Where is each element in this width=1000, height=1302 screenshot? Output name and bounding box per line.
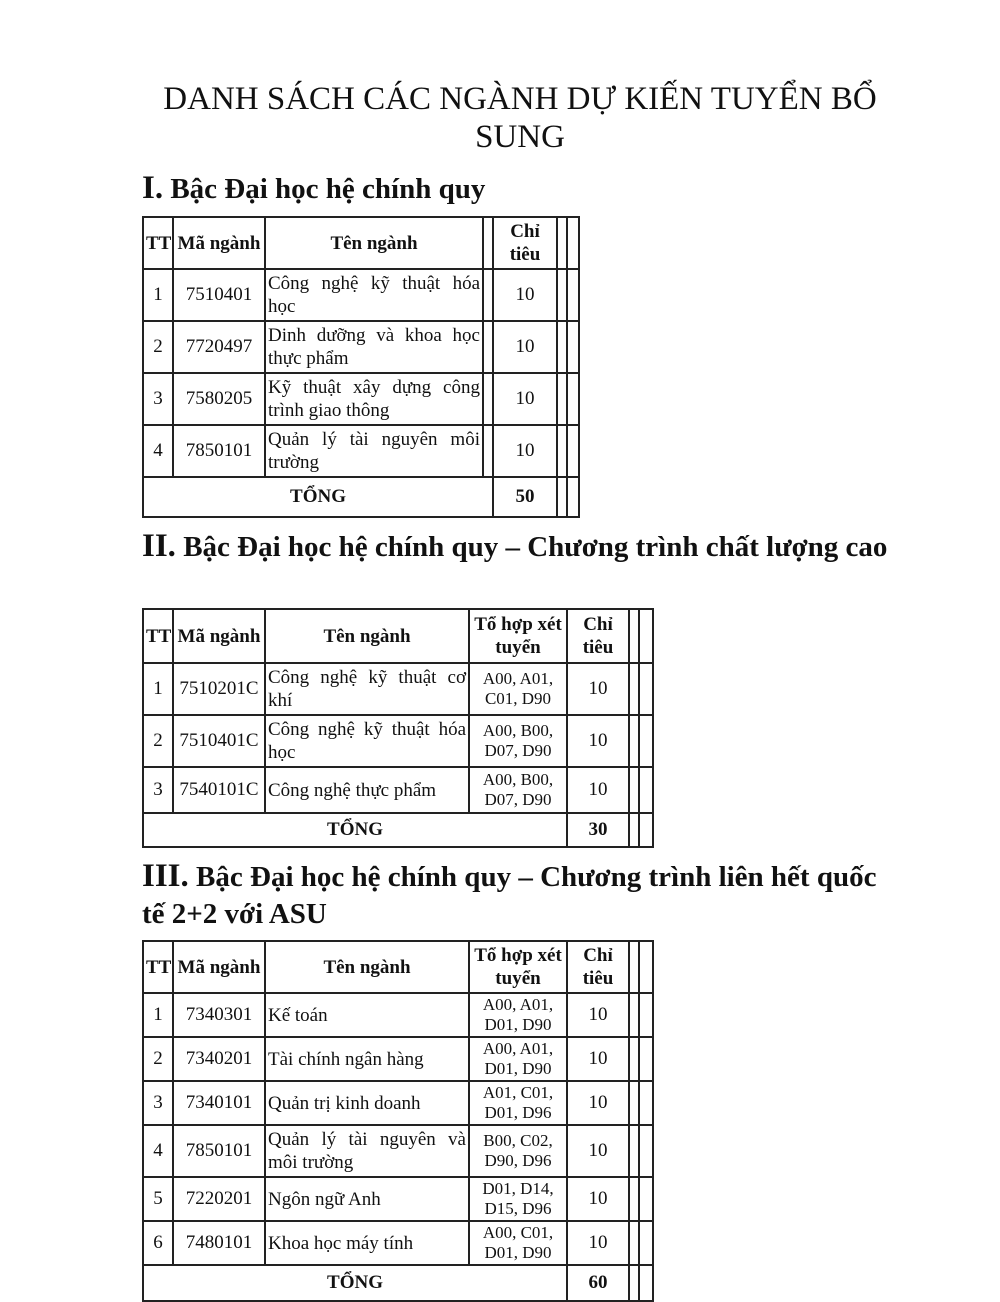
cell-combo: A00, B00, D07, D90 — [469, 767, 567, 813]
cell-tt: 4 — [143, 1125, 173, 1177]
cell-spacer — [639, 663, 653, 715]
cell-spacer — [639, 1177, 653, 1221]
table-row — [143, 993, 653, 1037]
cell-quota: 10 — [567, 663, 629, 715]
cell-code: 7850101 — [173, 1125, 265, 1177]
cell-spacer — [629, 941, 639, 993]
cell-quota: 10 — [567, 715, 629, 767]
section-2-heading — [142, 528, 902, 566]
section-3-number: III. — [142, 858, 189, 894]
table-row — [143, 1125, 653, 1177]
header-tt: TT — [143, 609, 173, 663]
header-combo: Tổ hợp xét tuyển — [469, 941, 567, 993]
header-tt: TT — [143, 217, 173, 269]
cell-name: Quản lý tài nguyên và môi trường — [265, 1125, 469, 1177]
cell-name: Dinh dưỡng và khoa học thực phẩm — [265, 321, 483, 373]
cell-combo: A00, B00, D07, D90 — [469, 715, 567, 767]
cell-spacer — [639, 941, 653, 993]
section-2-number: II. — [142, 528, 176, 564]
cell-quota: 10 — [493, 321, 557, 373]
cell-spacer — [567, 373, 579, 425]
cell-spacer — [639, 993, 653, 1037]
cell-code: 7510201C — [173, 663, 265, 715]
table-row — [143, 1177, 653, 1221]
header-code: Mã ngành — [173, 217, 265, 269]
cell-combo: B00, C02, D90, D96 — [469, 1125, 567, 1177]
section-3-heading — [142, 858, 902, 933]
cell-quota: 10 — [567, 1177, 629, 1221]
cell-code: 7510401 — [173, 269, 265, 321]
total-label: TỔNG — [143, 477, 493, 517]
cell-quota: 10 — [567, 767, 629, 813]
cell-name: Khoa học máy tính — [265, 1221, 469, 1265]
cell-spacer — [557, 321, 567, 373]
cell-spacer — [629, 1037, 639, 1081]
cell-code: 7720497 — [173, 321, 265, 373]
cell-spacer — [629, 1081, 639, 1125]
cell-spacer — [567, 477, 579, 517]
cell-spacer — [639, 715, 653, 767]
cell-spacer — [629, 1221, 639, 1265]
cell-spacer — [629, 609, 639, 663]
total-label: TỔNG — [143, 1265, 567, 1301]
cell-code: 7540101C — [173, 767, 265, 813]
cell-tt: 1 — [143, 993, 173, 1037]
table-total-row — [143, 1265, 653, 1301]
cell-code: 7510401C — [173, 715, 265, 767]
table-row — [143, 1037, 653, 1081]
table-header-row — [143, 609, 653, 663]
cell-code: 7480101 — [173, 1221, 265, 1265]
header-combo: Tổ hợp xét tuyển — [469, 609, 567, 663]
total-value: 30 — [567, 813, 629, 847]
cell-quota: 10 — [567, 1081, 629, 1125]
section-1-heading — [142, 170, 902, 208]
cell-spacer — [483, 373, 493, 425]
cell-spacer — [639, 813, 653, 847]
cell-code: 7850101 — [173, 425, 265, 477]
table-total-row — [143, 813, 653, 847]
cell-spacer — [483, 321, 493, 373]
cell-spacer — [629, 813, 639, 847]
section-3-title: Bậc Đại học hệ chính quy – Chương trình liên hết quốc tế 2+2 với ASU — [142, 861, 877, 930]
cell-name: Ngôn ngữ Anh — [265, 1177, 469, 1221]
header-tt: TT — [143, 941, 173, 993]
cell-spacer — [557, 477, 567, 517]
cell-tt: 3 — [143, 373, 173, 425]
cell-spacer — [639, 1081, 653, 1125]
cell-spacer — [557, 217, 567, 269]
cell-combo: A01, C01, D01, D96 — [469, 1081, 567, 1125]
cell-quota: 10 — [567, 1125, 629, 1177]
cell-spacer — [629, 993, 639, 1037]
cell-spacer — [629, 767, 639, 813]
cell-tt: 4 — [143, 425, 173, 477]
cell-tt: 5 — [143, 1177, 173, 1221]
cell-tt: 2 — [143, 1037, 173, 1081]
header-quota: Chỉ tiêu — [493, 217, 557, 269]
cell-tt: 2 — [143, 715, 173, 767]
cell-code: 7340201 — [173, 1037, 265, 1081]
cell-spacer — [629, 715, 639, 767]
cell-spacer — [567, 269, 579, 321]
cell-spacer — [567, 321, 579, 373]
total-value: 50 — [493, 477, 557, 517]
section-3-table — [142, 940, 654, 1302]
cell-spacer — [639, 1221, 653, 1265]
cell-name: Kỹ thuật xây dựng công trình giao thông — [265, 373, 483, 425]
header-code: Mã ngành — [173, 941, 265, 993]
cell-spacer — [483, 217, 493, 269]
cell-quota: 10 — [493, 425, 557, 477]
cell-spacer — [639, 609, 653, 663]
table-row — [143, 373, 579, 425]
cell-quota: 10 — [567, 1037, 629, 1081]
header-name: Tên ngành — [265, 217, 483, 269]
cell-name: Công nghệ kỹ thuật hóa học — [265, 269, 483, 321]
cell-combo: D01, D14, D15, D96 — [469, 1177, 567, 1221]
cell-tt: 3 — [143, 1081, 173, 1125]
table-row — [143, 425, 579, 477]
cell-spacer — [629, 1125, 639, 1177]
total-label: TỔNG — [143, 813, 567, 847]
cell-quota: 10 — [567, 1221, 629, 1265]
total-value: 60 — [567, 1265, 629, 1301]
table-row — [143, 663, 653, 715]
cell-combo: A00, A01, C01, D90 — [469, 663, 567, 715]
table-header-row — [143, 941, 653, 993]
cell-spacer — [639, 1037, 653, 1081]
cell-quota: 10 — [567, 993, 629, 1037]
cell-quota: 10 — [493, 373, 557, 425]
cell-code: 7340301 — [173, 993, 265, 1037]
section-1-number: I. — [142, 170, 164, 206]
table-row — [143, 269, 579, 321]
cell-tt: 3 — [143, 767, 173, 813]
cell-name: Công nghệ thực phẩm — [265, 767, 469, 813]
table-row — [143, 321, 579, 373]
cell-spacer — [483, 269, 493, 321]
cell-spacer — [639, 1125, 653, 1177]
cell-spacer — [639, 1265, 653, 1301]
cell-combo: A00, A01, D01, D90 — [469, 993, 567, 1037]
cell-spacer — [639, 767, 653, 813]
cell-name: Quản lý tài nguyên môi trường — [265, 425, 483, 477]
section-2-title: Bậc Đại học hệ chính quy – Chương trình chất lượng cao — [183, 531, 888, 563]
cell-tt: 1 — [143, 269, 173, 321]
cell-code: 7580205 — [173, 373, 265, 425]
cell-spacer — [567, 425, 579, 477]
cell-spacer — [567, 217, 579, 269]
cell-name: Quản trị kinh doanh — [265, 1081, 469, 1125]
header-name: Tên ngành — [265, 609, 469, 663]
header-quota: Chỉ tiêu — [567, 941, 629, 993]
table-total-row — [143, 477, 579, 517]
header-quota: Chỉ tiêu — [567, 609, 629, 663]
section-1-table — [142, 216, 580, 518]
cell-name: Công nghệ kỹ thuật cơ khí — [265, 663, 469, 715]
table-row — [143, 1221, 653, 1265]
cell-tt: 1 — [143, 663, 173, 715]
cell-spacer — [629, 663, 639, 715]
header-code: Mã ngành — [173, 609, 265, 663]
table-header-row — [143, 217, 579, 269]
cell-spacer — [557, 373, 567, 425]
cell-combo: A00, C01, D01, D90 — [469, 1221, 567, 1265]
cell-tt: 6 — [143, 1221, 173, 1265]
cell-code: 7340101 — [173, 1081, 265, 1125]
cell-name: Công nghệ kỹ thuật hóa học — [265, 715, 469, 767]
section-1-title: Bậc Đại học hệ chính quy — [170, 173, 486, 205]
cell-tt: 2 — [143, 321, 173, 373]
cell-spacer — [629, 1177, 639, 1221]
table-row — [143, 1081, 653, 1125]
cell-quota: 10 — [493, 269, 557, 321]
table-row — [143, 715, 653, 767]
cell-name: Tài chính ngân hàng — [265, 1037, 469, 1081]
cell-code: 7220201 — [173, 1177, 265, 1221]
cell-spacer — [557, 269, 567, 321]
table-row — [143, 767, 653, 813]
cell-spacer — [483, 425, 493, 477]
cell-spacer — [629, 1265, 639, 1301]
cell-spacer — [557, 425, 567, 477]
page-title: DANH SÁCH CÁC NGÀNH DỰ KIẾN TUYỂN BỔ SUNG — [163, 81, 877, 155]
cell-combo: A00, A01, D01, D90 — [469, 1037, 567, 1081]
header-name: Tên ngành — [265, 941, 469, 993]
cell-name: Kế toán — [265, 993, 469, 1037]
section-2-table — [142, 608, 654, 848]
